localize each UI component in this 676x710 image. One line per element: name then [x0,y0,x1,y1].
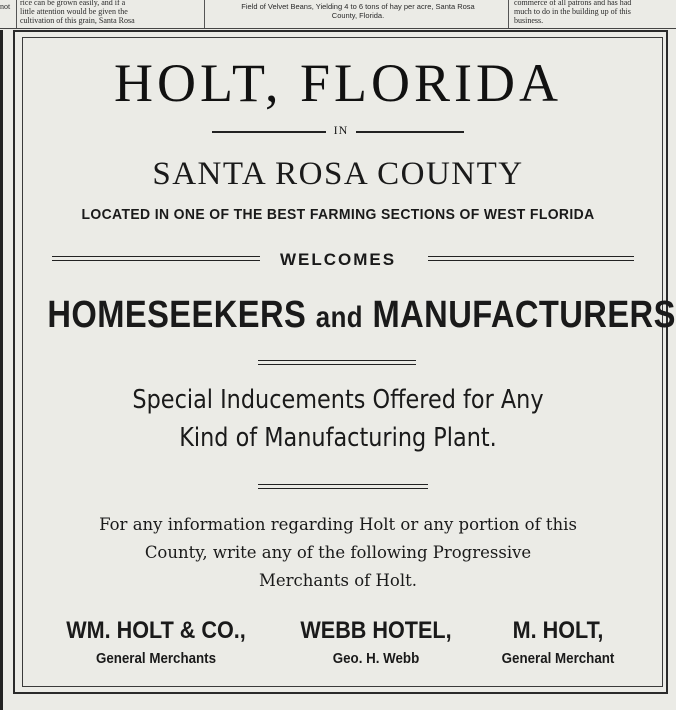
commerce-article-fragment [514,0,676,25]
special-inducements-line2: Kind of Manufacturing Plant. [179,423,497,453]
column-divider [16,0,17,28]
column-divider [508,0,509,28]
merchant-name: WM. HOLT & CO., [66,617,246,644]
welcomes-rule-left [52,256,260,261]
merchant-role: Geo. H. Webb [332,651,420,667]
article-line: rice can be grown easily, and if a [20,0,126,7]
ad-title: HOLT, FLORIDA [113,53,562,113]
newspaper-top-strip [0,0,676,30]
manufacturers-word: MANUFACTURERS [372,294,676,336]
merchant-name: M. HOLT, [512,617,604,644]
caption-line: Field of Velvet Beans, Yielding 4 to 6 tons of hay per acre, Santa Rosa [241,2,475,11]
special-inducements-line1: Special Inducements Offered for Any [132,385,544,415]
left-column-fragment: not [0,2,11,11]
article-line: cultivation of this grain, Santa Rosa [20,16,135,25]
caption-line: County, Florida. [331,11,385,20]
merchant-name: WEBB HOTEL, [300,617,452,644]
welcomes-label: WELCOMES [279,250,397,269]
info-line: For any information regarding Holt or any portion of this [99,515,577,534]
photo-caption-fragment [210,2,506,20]
article-line: little attention would be given the [20,7,128,16]
in-rule-right [356,131,464,133]
section-divider [258,484,428,489]
info-line: Merchants of Holt. [259,571,417,590]
located-line: LOCATED IN ONE OF THE BEST FARMING SECTIONS OF WEST FLORIDA [81,206,595,223]
column-divider [204,0,205,28]
and-word: and [315,301,363,334]
section-divider [258,360,416,365]
strip-bottom-rule [0,28,676,29]
in-rule-left [212,131,326,133]
article-line: commerce of all patrons and has had [514,0,632,7]
left-margin-bar [0,30,3,710]
merchant-webb-hotel [288,614,464,670]
county-heading: SANTA ROSA COUNTY [152,156,524,192]
article-line: much to do in the building up of this [514,7,631,16]
merchant-m-holt [468,614,648,670]
rice-article-fragment [20,0,196,25]
merchant-role: General Merchants [95,651,217,667]
merchant-role: General Merchant [501,651,615,667]
article-line: business. [514,16,544,25]
in-label: IN [333,123,349,137]
merchant-wm-holt [40,614,272,670]
homeseekers-headline [47,286,676,347]
homeseekers-word: HOMESEEKERS [47,294,307,336]
info-line: County, write any of the following Progressive [144,543,532,562]
welcomes-rule-right [428,256,634,261]
